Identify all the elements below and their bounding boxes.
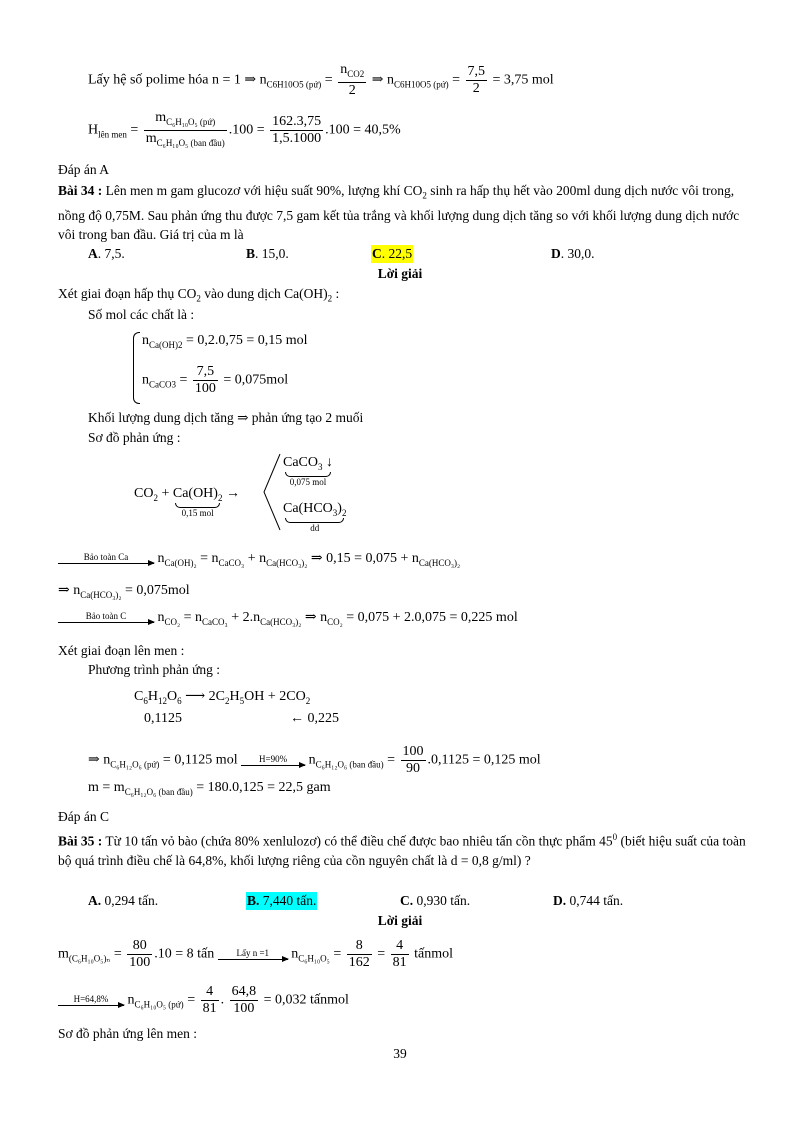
result-cahco3: ⇒ $n_{Ca(HCO_3)_2} = 0,075mol$ [58, 583, 190, 600]
step-scheme: Sơ đồ phản ứng : [88, 430, 181, 445]
option-b-highlighted[interactable]: B. 7,440 tấn. [247, 893, 317, 908]
mol-caco3: $n_{CaCO3}$ = $\frac{7,5}{100}$ = 0,075mol [142, 364, 289, 396]
glucose-mass: $m = m_{C_6H_{12}O_6 (ban đầu)} = 180.0,125 = 22,5$ gam [88, 780, 331, 797]
step-equation: Phương trình phản ứng : [88, 662, 221, 677]
problem-35: Bài 35 : Từ 10 tấn vỏ bào (chứa 80% xenlulozơ) có thể điều chế được bao nhiêu tấn cồn thực phẩm $45^0$ (biết hiệu suất của toàn bộ quá trình điều chế là 64,8%, khối lượng riêng của cồn nguyên chất là d = 0,8 g/ml) ? [58, 832, 746, 868]
option-c-highlighted[interactable]: C. 22,5 [372, 246, 413, 261]
problem-34: Bài 34 : Lên men m gam glucozơ với hiệu suất 90%, lượng khí $CO_2$ sinh ra hấp thụ hết vào 200ml dung dịch nước vôi trong, nồng độ 0,75M. Sau phản ứng thu được 7,5 gam kết tủa trắng và khối lượng dung dịch tăng so với khối lượng dung dịch nước vôi trong ban đầu. Giá trị của m là [58, 183, 740, 242]
scheme-product-cahco3: $Ca(HCO_3)_2$ dd [283, 501, 347, 533]
system-brace [133, 332, 140, 404]
cellulose-reacted: H=64,8% $n_{C_6H_{10}O_5 (pứ)}$ = $\frac{4}{81}$ . $\frac{64,8}{100}$ = 0,032 tấnmol [58, 984, 349, 1017]
option-b[interactable]: B. 15,0. [246, 246, 289, 261]
equation-polymer-n: Lấy hệ số polime hóa n = 1 ⇒ $n_{C6H10O5 (pứ)}$ = $\frac{n_{CO2}}{2}$ ⇒ $n_{C6H10O5 (pứ)}$ = $\frac{7,5}{2}$ = 3,75 mol [88, 62, 554, 98]
step-absorption: Xét giai đoạn hấp thụ $CO_2$ vào dung dịch $Ca(OH)_2$ : [58, 286, 340, 304]
angle-bracket [262, 452, 282, 532]
option-d[interactable]: D. 30,0. [551, 246, 595, 261]
equation-fermentation-yield: $H_{lên men}$ = $\frac{m_{C_6H_{10}O_5 (pứ)}}{m_{C_6H_{10}O_5 (ban đầu)}}$ .100 = $\frac{162.3,75}{1,5.1000}$ .100 = 40,5% [88, 110, 401, 148]
conservation-c: Bảo toàn C $n_{CO_2} = n_{CaCO_3} + 2.n_{Ca(HCO_3)_2}$ ⇒ $n_{CO_2} = 0,075 + 2.0,075 = 0,225$ mol [58, 609, 518, 627]
scheme-reactants: $CO_2 + Ca(OH)_2$ 0,15 mol → [134, 486, 240, 518]
fermentation-moles: 0,1125 ← 0,225 [144, 711, 339, 726]
step-fermentation: Xét giai đoạn lên men : [58, 643, 185, 658]
option-a[interactable]: A. 0,294 tấn. [88, 893, 159, 908]
conservation-ca: Bảo toàn Ca $n_{Ca(OH)_2} = n_{CaCO_3} + n_{Ca(HCO_3)_2}$ ⇒ $0,15 = 0,075 + n_{Ca(HCO_3)_2}$ [58, 550, 460, 568]
solution-heading: Lời giải [377, 266, 423, 281]
solution-heading-2: Lời giải [377, 913, 423, 928]
step-moles: Số mol các chất là : [88, 307, 195, 322]
answer-33: Đáp án A [58, 162, 109, 177]
fermentation-equation: $C_6H_{12}O_6$ ⟶ $2C_2H_5OH + 2CO_2$ [134, 689, 311, 706]
step-scheme-2: Sơ đồ phản ứng lên men : [58, 1026, 197, 1041]
scheme-product-caco3: CaCO$_3$ ↓ 0,075 mol [283, 455, 333, 487]
option-a[interactable]: A. 7,5. [88, 246, 125, 261]
cellulose-mass: $m_{(C_6H_{10}O_5)_n}$ = $\frac{80}{100}$ .10 = 8 tấn Lấy n =1 $n_{C_6H_{10}O_5}$ = $\frac{8}{162}$ = $\frac{4}{81}$ tấnmol [58, 938, 454, 970]
glucose-moles: ⇒ $n_{C_6H_{12}O_6 (pứ)} = 0,1125$ mol H=90% $n_{C_6H_{12}O_6 (ban đầu)}$ = $\frac{100}{90}$ .0,1125 = 0,125 mol [88, 744, 541, 776]
mol-caoh2: $n_{Ca(OH)2} = 0,2.0,75 = 0,15$ mol [142, 333, 308, 350]
option-c[interactable]: C. 0,930 tấn. [400, 893, 471, 908]
answer-34: Đáp án C [58, 809, 109, 824]
page-number: 39 [393, 1046, 407, 1061]
step-two-salts: Khối lượng dung dịch tăng ⇒ phản ứng tạo 2 muối [88, 410, 364, 425]
option-d[interactable]: D. 0,744 tấn. [553, 893, 624, 908]
